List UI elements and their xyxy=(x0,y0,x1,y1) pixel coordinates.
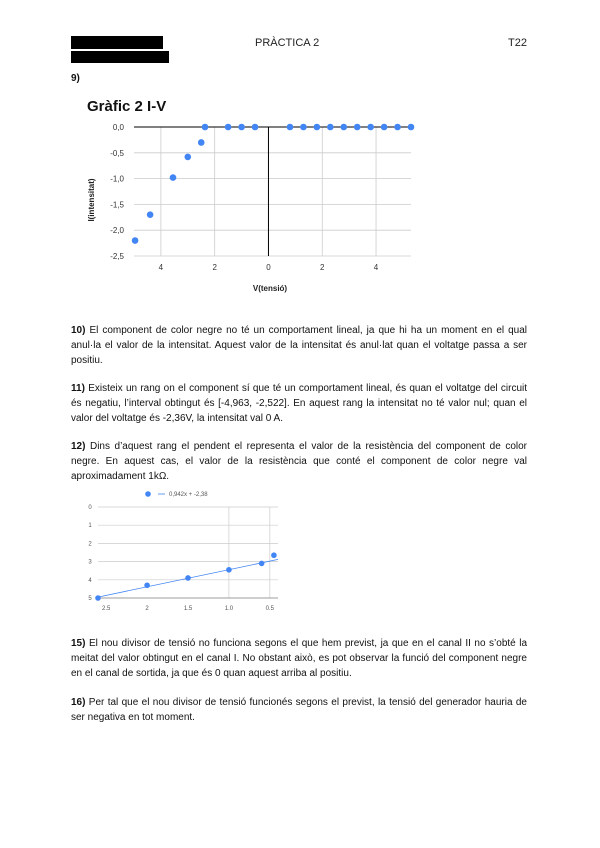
data-point xyxy=(185,575,191,581)
redacted-name-block-2 xyxy=(71,51,169,63)
data-point xyxy=(238,124,245,131)
data-point xyxy=(225,124,232,131)
paragraph-16-text: Per tal que el nou divisor de tensió funcionés segons el previst, la tensió del generador hauria de ser negativa en tot moment. xyxy=(71,697,527,723)
data-point xyxy=(132,237,139,244)
data-point xyxy=(202,124,209,131)
data-point xyxy=(184,154,191,161)
y-tick-label: 2 xyxy=(88,541,92,548)
data-point xyxy=(147,211,154,218)
paragraph-11-text: Existeix un rang on el component sí que té un comportament lineal, és quan el voltatge del circuit és negatiu, l’interval obtingut és [-4,963, -2,522]. En aquest rang la intensitat no té valor nul; quan el valor del voltatge és -2,36V, la intensitat val 0 A. xyxy=(71,383,528,424)
x-tick-label: 1.0 xyxy=(224,606,234,612)
paragraph-11-number: 11) xyxy=(71,383,85,394)
data-point xyxy=(381,124,388,131)
paragraph-11 xyxy=(71,381,527,426)
x-axis-title: V(tensió) xyxy=(252,284,288,293)
x-tick-label: 0 xyxy=(266,263,271,272)
data-point xyxy=(226,567,232,573)
page-header-title: PRÀCTICA 2 xyxy=(255,37,320,49)
paragraph-15 xyxy=(71,636,527,681)
data-point xyxy=(198,139,205,146)
data-point xyxy=(95,595,101,601)
data-point xyxy=(340,124,347,131)
paragraph-15-text: El nou divisor de tensió no funciona segons el que hem previst, ja que en el canal II no s’obté la meitat del valor obtingut en el canal I. No obstant això, es pot observar la funció del component negre en el canal de sortida, ja que és 0 quan aquest arriba al positiu. xyxy=(71,638,528,679)
data-point xyxy=(287,124,294,131)
paragraph-16 xyxy=(71,695,527,725)
y-tick-label: 1 xyxy=(88,523,92,530)
y-tick-label: 0 xyxy=(88,505,92,511)
y-tick-label: 4 xyxy=(88,577,92,584)
paragraph-15-number: 15) xyxy=(71,638,86,649)
legend-marker xyxy=(145,491,151,497)
data-point xyxy=(259,561,265,567)
legend-label: 0,942x + -2,38 xyxy=(169,492,208,498)
y-tick-label: 0,0 xyxy=(112,123,124,132)
paragraph-12-number: 12) xyxy=(71,441,86,452)
y-tick-label: -1,5 xyxy=(110,200,124,210)
y-tick-label: 5 xyxy=(88,596,92,602)
chart-title: Gràfic 2 I-V xyxy=(87,98,167,115)
paragraph-10-text: El component de color negre no té un comportament lineal, ja que hi ha un moment en el qual anul·la el valor de la intensitat. Aquest valor de la intensitat és anul·lat quan el voltatge passa a ser positiu. xyxy=(71,325,527,366)
y-tick-label: -0,5 xyxy=(110,148,124,158)
redacted-name-block-1 xyxy=(71,36,163,49)
data-point xyxy=(252,124,259,131)
data-point xyxy=(394,124,401,131)
x-tick-label: 2 xyxy=(212,263,217,272)
y-tick-label: -2,0 xyxy=(110,226,124,236)
data-point xyxy=(144,582,150,588)
y-axis-title: I(intensitat) xyxy=(87,178,96,222)
data-point xyxy=(367,124,374,131)
x-tick-label: 2.5 xyxy=(102,606,111,612)
x-tick-label: 1.5 xyxy=(183,606,193,612)
data-point xyxy=(327,124,334,131)
paragraph-10 xyxy=(71,323,527,368)
data-point xyxy=(170,174,177,181)
x-tick-label: 2 xyxy=(320,263,325,272)
page-header-code: T22 xyxy=(508,37,527,49)
data-point xyxy=(354,124,361,131)
paragraph-12 xyxy=(71,439,527,484)
x-tick-label: 4 xyxy=(373,263,379,272)
trendline xyxy=(98,559,278,597)
data-point xyxy=(408,124,415,131)
x-tick-label: 0.5 xyxy=(265,606,274,612)
paragraph-12-text: Dins d’aquest rang el pendent el representa el valor de la resistència del component de color negre. En aquest cas, el valor de la resistència que conté el component de color negre val aproximadament 1kΩ. xyxy=(71,441,527,482)
paragraph-10-number: 10) xyxy=(71,325,86,336)
data-point xyxy=(300,124,307,131)
x-tick-label: 4 xyxy=(158,263,164,272)
y-tick-label: -1,0 xyxy=(110,174,124,184)
x-tick-label: 2 xyxy=(145,606,149,612)
data-point xyxy=(271,552,277,558)
data-point xyxy=(314,124,321,131)
y-tick-label: -2,5 xyxy=(110,252,124,261)
question-label: 9) xyxy=(71,73,80,84)
y-tick-label: 3 xyxy=(88,559,92,566)
paragraph-16-number: 16) xyxy=(71,697,86,708)
